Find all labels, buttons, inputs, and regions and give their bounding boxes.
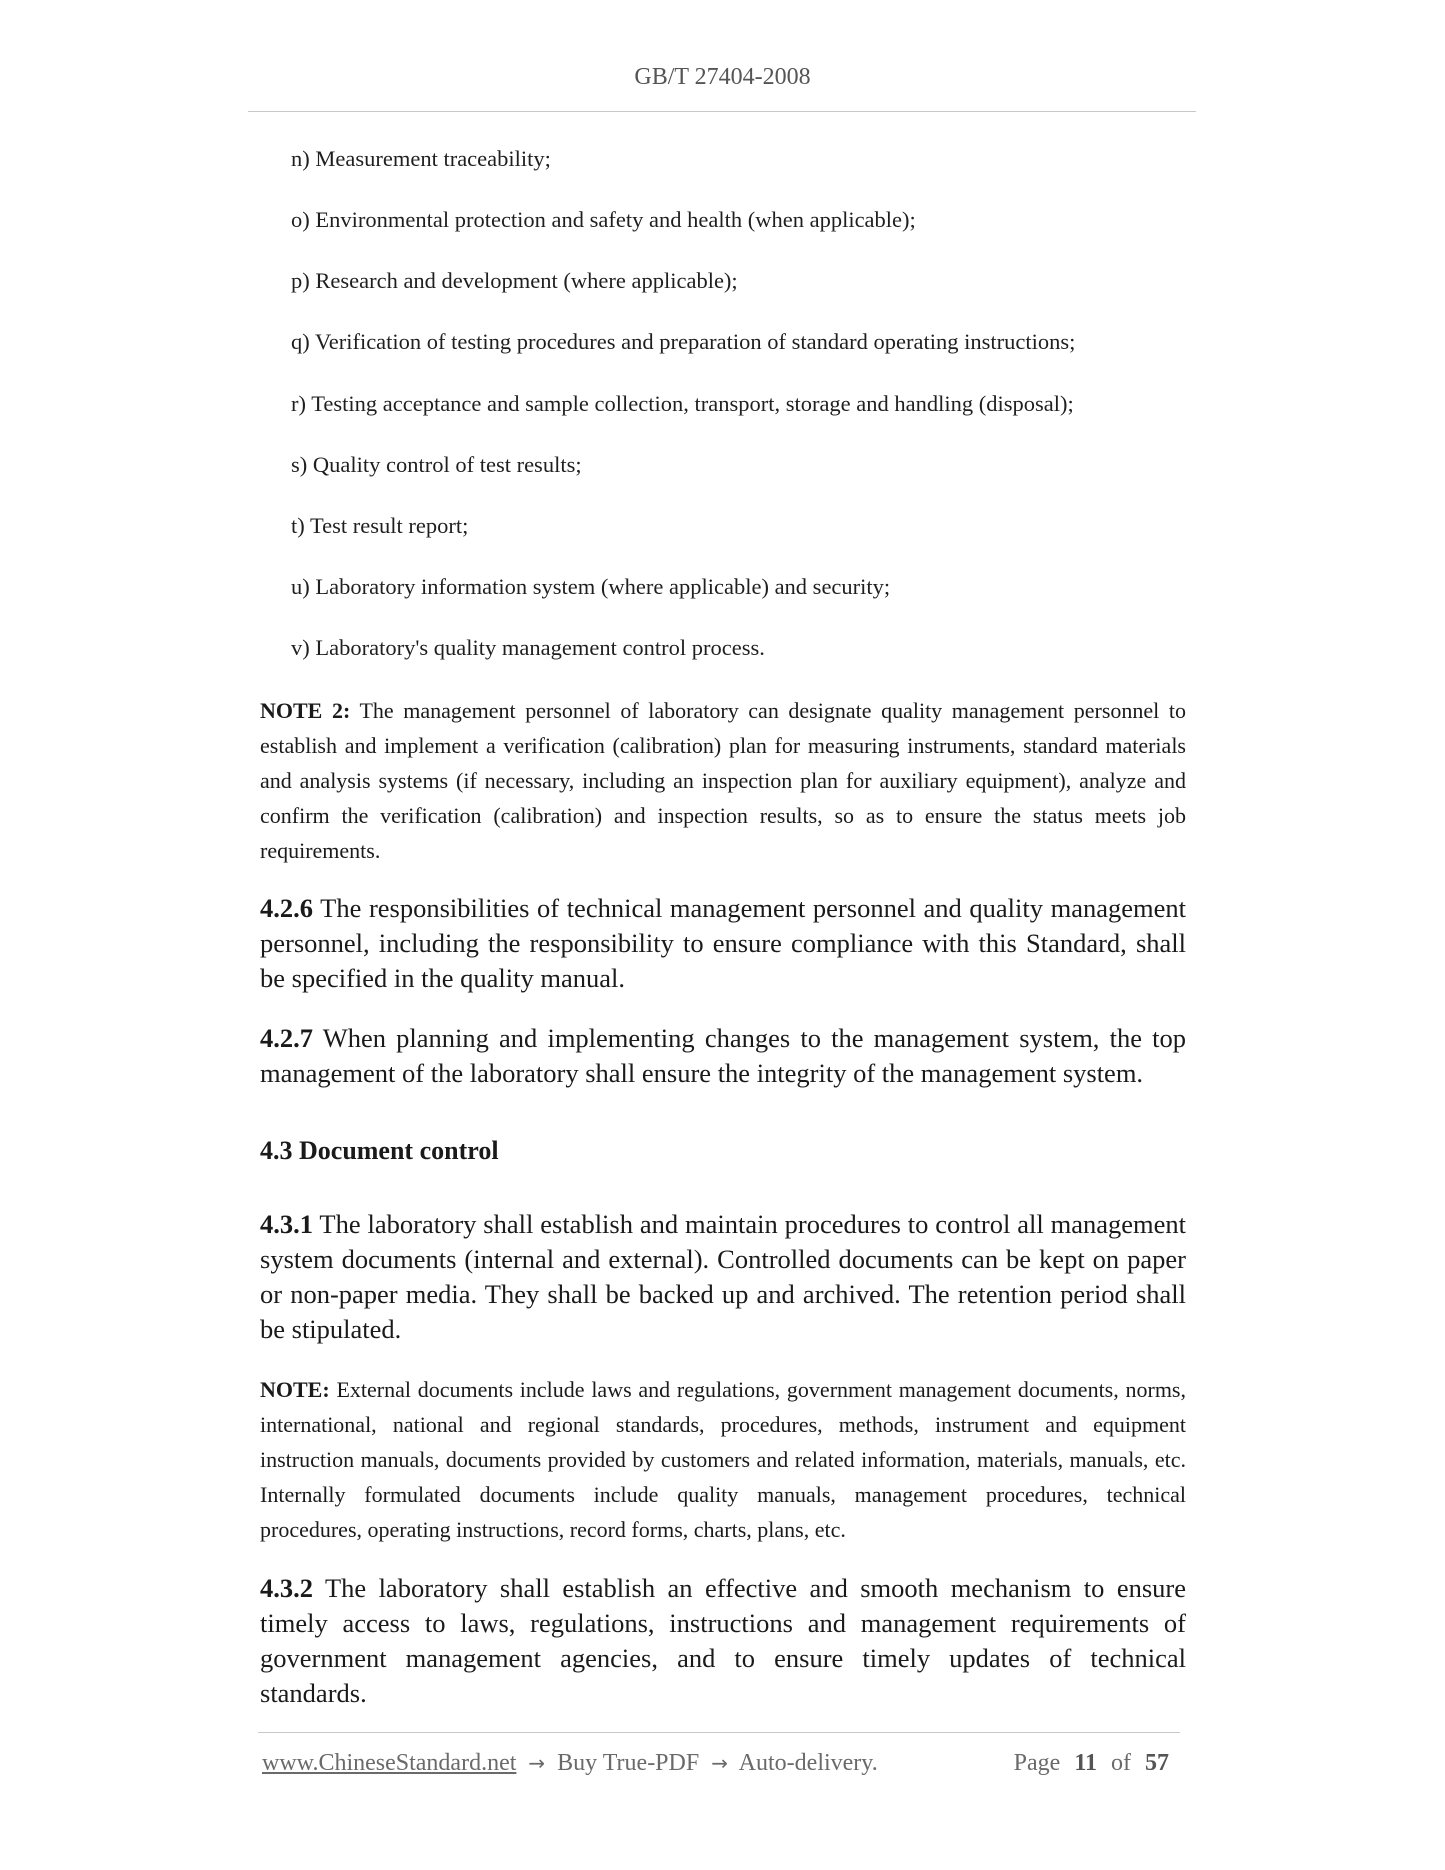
footer-divider — [258, 1732, 1180, 1733]
list-item-o: o) Environmental protection and safety and health (when applicable); — [291, 207, 916, 232]
list-item-q: q) Verification of testing procedures and preparation of standard operating instructions; — [291, 329, 1076, 354]
clause-text: The laboratory shall establish an effective and smooth mechanism to ensure timely access to laws, regulations, instructions and management requirements of government management agencies, and to ensure timely updates of technical standards. — [260, 1573, 1186, 1708]
clause-4-3-1 — [260, 1207, 1186, 1347]
clause-text: The responsibilities of technical management personnel and quality management personnel, including the responsibility to ensure compliance with this Standard, shall be specified in the quality manual. — [260, 893, 1187, 993]
arrow-right-icon: → — [528, 1751, 546, 1775]
arrow-right-icon: → — [711, 1751, 728, 1775]
page-indicator — [1014, 1750, 1177, 1777]
clause-4-3-2 — [260, 1571, 1186, 1711]
clause-number: 4.3.1 — [260, 1209, 313, 1239]
clause-text: The laboratory shall establish and maintain procedures to control all management system documents (internal and external). Controlled documents can be kept on paper or non-paper media. They shall be backed up and archived. The retention period shall be stipulated. — [260, 1209, 1186, 1344]
note-label: NOTE: — [260, 1377, 330, 1402]
note-text: External documents include laws and regulations, government management documents, norms, international, national and regional standards, procedures, methods, instrument and equipment instruction manuals, documents provided by customers and related information, materials, manuals, etc. Internally formulated documents include quality manuals, management procedures, technical procedures, operating instructions, record forms, charts, plans, etc. — [260, 1377, 1186, 1542]
list-item-t: t) Test result report; — [291, 513, 469, 538]
clause-text: When planning and implementing changes to the management system, the top management of the laboratory shall ensure the integrity of the management system. — [260, 1023, 1186, 1088]
clause-number: 4.2.6 — [260, 893, 313, 923]
clause-4-2-7 — [260, 1021, 1186, 1091]
clause-4-2-6 — [260, 891, 1186, 996]
footer-promo — [262, 1750, 878, 1777]
list-item-r: r) Testing acceptance and sample collection, transport, storage and handling (disposal); — [291, 391, 1074, 416]
buy-pdf-text: Buy True-PDF — [557, 1750, 700, 1776]
note-paragraph — [260, 1372, 1186, 1547]
website-link[interactable]: www.ChineseStandard.net — [262, 1750, 517, 1776]
note-2-label: NOTE 2: — [260, 698, 351, 723]
header-divider — [248, 111, 1196, 112]
list-item-v: v) Laboratory's quality management control process. — [291, 635, 765, 660]
total-pages: 57 — [1145, 1750, 1169, 1776]
clause-number: 4.2.7 — [260, 1023, 313, 1053]
auto-delivery-text: Auto-delivery. — [738, 1750, 878, 1776]
of-label: of — [1111, 1750, 1131, 1776]
list-item-s: s) Quality control of test results; — [291, 452, 582, 477]
section-heading-4-3: 4.3 Document control — [260, 1136, 499, 1165]
list-item-p: p) Research and development (where applicable); — [291, 268, 738, 293]
page-label: Page — [1013, 1750, 1061, 1776]
document-header-title: GB/T 27404-2008 — [634, 64, 811, 90]
clause-number: 4.3.2 — [260, 1573, 313, 1603]
page-number: 11 — [1074, 1750, 1097, 1776]
list-item-u: u) Laboratory information system (where applicable) and security; — [291, 574, 891, 599]
note-2-text: The management personnel of laboratory can designate quality management personnel to establish and implement a verification (calibration) plan for measuring instruments, standard materials and analysis systems (if necessary, including an inspection plan for auxiliary equipment), analyze and confirm the verification (calibration) and inspection results, so as to ensure the status meets job requirements. — [260, 698, 1186, 863]
list-item-n: n) Measurement traceability; — [291, 146, 551, 171]
note-2-paragraph — [260, 693, 1186, 868]
